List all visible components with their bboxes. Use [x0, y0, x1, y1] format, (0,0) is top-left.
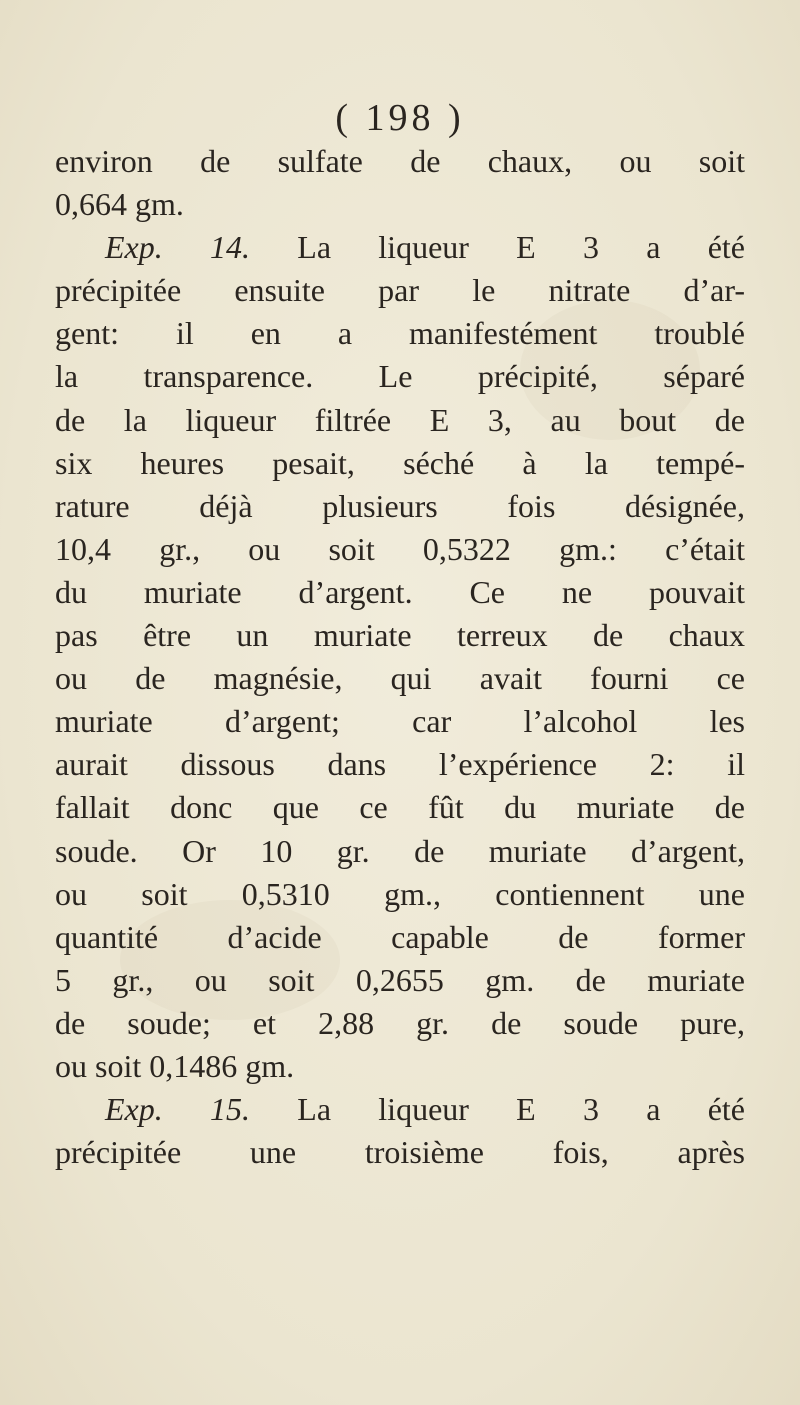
text-line [55, 269, 745, 312]
line-text: environ de sulfate de chaux, ou soit [55, 143, 745, 179]
line-text: ou soit 0,5310 gm., contiennent une [55, 875, 745, 912]
text-line [55, 959, 745, 1002]
body-text [55, 140, 745, 1174]
line-text: 10,4 gr., ou soit 0,5322 gm.: c’était [55, 530, 745, 567]
text-line [55, 830, 745, 873]
line-text: La liqueur E 3 a été [250, 229, 746, 266]
line-text: précipitée une troisième fois, après [55, 1134, 745, 1171]
text-line [55, 700, 745, 743]
line-text: 5 gr., ou soit 0,2655 gm. de muriate [55, 961, 745, 998]
text-line [55, 355, 745, 398]
line-text: pas être un muriate terreux de chaux [55, 617, 745, 654]
page-number: ( 198 ) [335, 97, 465, 139]
text-line [55, 614, 745, 657]
line-text: ou soit 0,1486 gm. [55, 1047, 295, 1084]
experiment-label: Exp. 15. [105, 1091, 251, 1128]
text-line [55, 743, 745, 786]
text-line [55, 916, 745, 959]
line-text: de la liqueur filtrée E 3, au bout de [55, 401, 745, 438]
text-line [55, 442, 745, 485]
line-text: La liqueur E 3 a été [250, 1091, 746, 1128]
line-text: 0,664 gm. [55, 186, 184, 223]
text-line [55, 786, 745, 829]
text-line [55, 1088, 745, 1131]
text-line [55, 183, 745, 226]
text-line [55, 312, 745, 355]
text-line [55, 140, 745, 183]
line-text: gent: il en a manifestément troublé [55, 315, 745, 352]
line-text: ou de magnésie, qui avait fourni ce [55, 660, 745, 697]
line-text: muriate d’argent; car l’alcohol les [55, 703, 745, 740]
line-text: six heures pesait, séché à la tempé- [55, 444, 745, 481]
line-text: quantité d’acide capable de former [55, 918, 745, 955]
text-line [55, 1045, 745, 1088]
text-line [55, 1131, 745, 1174]
text-line [55, 1002, 745, 1045]
line-text: de soude; et 2,88 gr. de soude pure, [55, 1004, 745, 1041]
text-line [55, 226, 745, 269]
line-text: fallait donc que ce fût du muriate de [55, 789, 745, 826]
line-text: du muriate d’argent. Ce ne pouvait [55, 573, 745, 610]
text-line [55, 571, 745, 614]
text-line [55, 873, 745, 916]
text-line [55, 528, 745, 571]
text-line [55, 657, 745, 700]
experiment-label: Exp. 14. [105, 229, 251, 266]
text-line [55, 399, 745, 442]
line-text: la transparence. Le précipité, séparé [55, 358, 745, 395]
text-line [55, 485, 745, 528]
line-text: rature déjà plusieurs fois désignée, [55, 487, 745, 524]
line-text: précipitée ensuite par le nitrate d’ar- [55, 272, 745, 309]
line-text: aurait dissous dans l’expérience 2: il [55, 746, 745, 783]
line-text: soude. Or 10 gr. de muriate d’argent, [55, 832, 745, 869]
